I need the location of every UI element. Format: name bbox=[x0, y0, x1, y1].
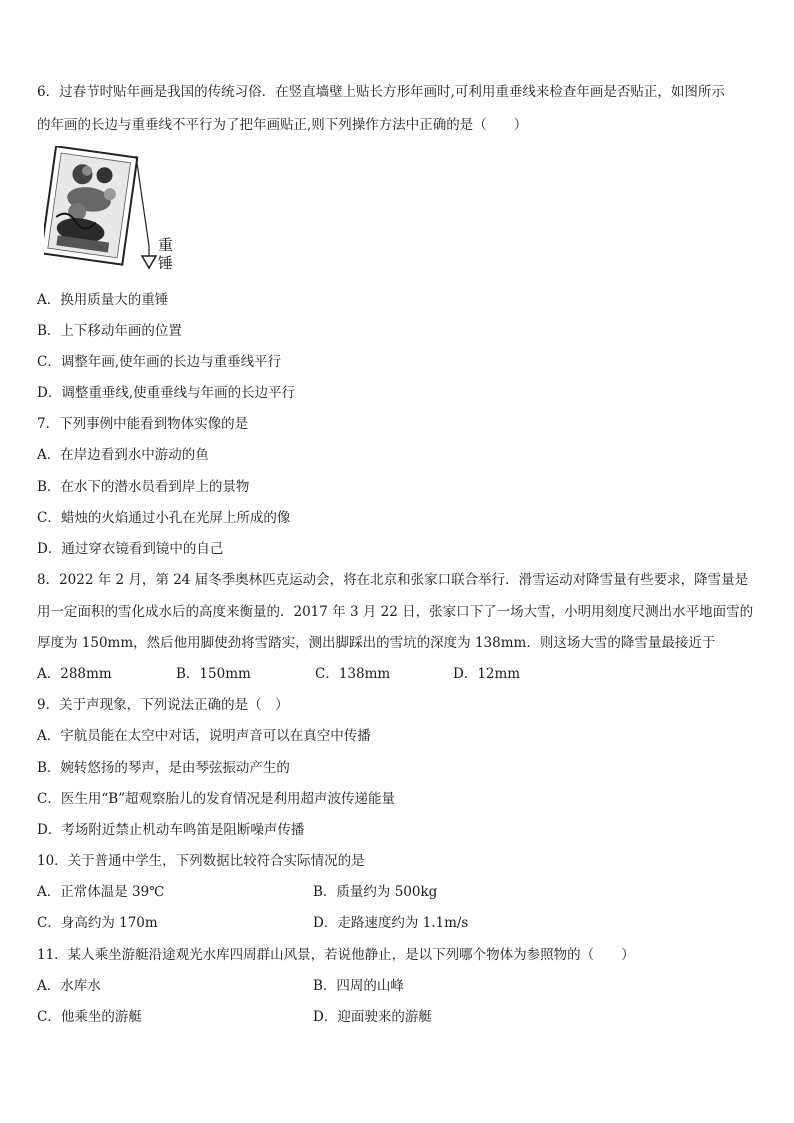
q8-option-d: D．12mm bbox=[453, 666, 521, 682]
plumb-string bbox=[136, 156, 149, 246]
q6-option-c: C．调整年画,使年画的长边与重垂线平行 bbox=[37, 354, 282, 370]
plumb-label-1: 重 bbox=[158, 236, 174, 254]
q7-option-a: A．在岸边看到水中游动的鱼 bbox=[37, 447, 209, 463]
q6-stem-line2: 的年画的长边与重垂线不平行为了把年画贴正,则下列操作方法中正确的是（ ） bbox=[37, 117, 528, 133]
q8-option-a: A．288mm bbox=[37, 666, 112, 682]
q6-option-a: A．换用质量大的重锤 bbox=[37, 292, 169, 308]
q6-option-d: D．调整重垂线,使重垂线与年画的长边平行 bbox=[37, 385, 296, 401]
q7-option-c: C．蜡烛的火焰通过小孔在光屏上所成的像 bbox=[37, 510, 291, 526]
q11-option-c: C．他乘坐的游艇 bbox=[37, 1009, 142, 1025]
tilted-picture bbox=[44, 146, 137, 264]
q7-option-d: D．通过穿衣镜看到镜中的自己 bbox=[37, 541, 224, 557]
q11-option-b: B．四周的山峰 bbox=[313, 978, 404, 994]
q6-option-b: B．上下移动年画的位置 bbox=[37, 323, 182, 339]
q8-option-c: C．138mm bbox=[315, 666, 391, 682]
q8-stem-line1: 8．2022 年 2 月，第 24 届冬季奥林匹克运动会，将在北京和张家口联合举行．滑雪运动对降雪量有些要求，降雪量是 bbox=[37, 572, 749, 588]
new-year-picture-figure bbox=[44, 146, 184, 276]
q10-option-b: B．质量约为 500kg bbox=[313, 884, 438, 900]
q9-stem: 9．关于声现象，下列说法正确的是（ ） bbox=[37, 697, 289, 713]
q9-option-d: D．考场附近禁止机动车鸣笛是阻断噪声传播 bbox=[37, 822, 305, 838]
q10-option-c: C．身高约为 170m bbox=[37, 915, 158, 931]
q8-option-b: B．150mm bbox=[176, 666, 251, 682]
q7-option-b: B．在水下的潜水员看到岸上的景物 bbox=[37, 479, 250, 495]
q8-stem-line2: 用一定面积的雪化成水后的高度来衡量的．2017 年 3 月 22 日，张家口下了一场大雪，小明用刻度尺测出水平地面雪的 bbox=[37, 604, 754, 620]
q9-option-c: C．医生用“B”超观察胎儿的发育情况是利用超声波传递能量 bbox=[37, 791, 396, 807]
q9-option-a: A．宇航员能在太空中对话，说明声音可以在真空中传播 bbox=[37, 728, 371, 744]
q11-option-a: A．水库水 bbox=[37, 978, 101, 994]
q8-stem-line3: 厚度为 150mm，然后他用脚使劲将雪踏实，测出脚踩出的雪坑的深度为 138mm．则这场大雪的降雪量最接近于 bbox=[37, 635, 716, 651]
q11-option-d: D．迎面驶来的游艇 bbox=[313, 1009, 432, 1025]
q8-options-row bbox=[37, 665, 637, 683]
plumb-label-2: 锤 bbox=[158, 254, 174, 272]
q7-stem: 7．下列事例中能看到物体实像的是 bbox=[37, 416, 249, 432]
q11-stem: 11．某人乘坐游艇沿途观光水库四周群山风景，若说他静止，是以下列哪个物体为参照物的（ ） bbox=[37, 947, 635, 963]
plumb-bob bbox=[142, 256, 156, 268]
q10-option-d: D．走路速度约为 1.1m/s bbox=[313, 915, 469, 931]
q10-stem: 10．关于普通中学生，下列数据比较符合实际情况的是 bbox=[37, 853, 365, 869]
q9-option-b: B．婉转悠扬的琴声，是由琴弦振动产生的 bbox=[37, 760, 290, 776]
q6-stem-line1: 6．过春节时贴年画是我国的传统习俗．在竖直墙壁上贴长方形年画时,可利用重垂线来检查年画是否贴正，如图所示 bbox=[37, 84, 725, 100]
q10-option-a: A．正常体温是 39℃ bbox=[37, 884, 165, 900]
